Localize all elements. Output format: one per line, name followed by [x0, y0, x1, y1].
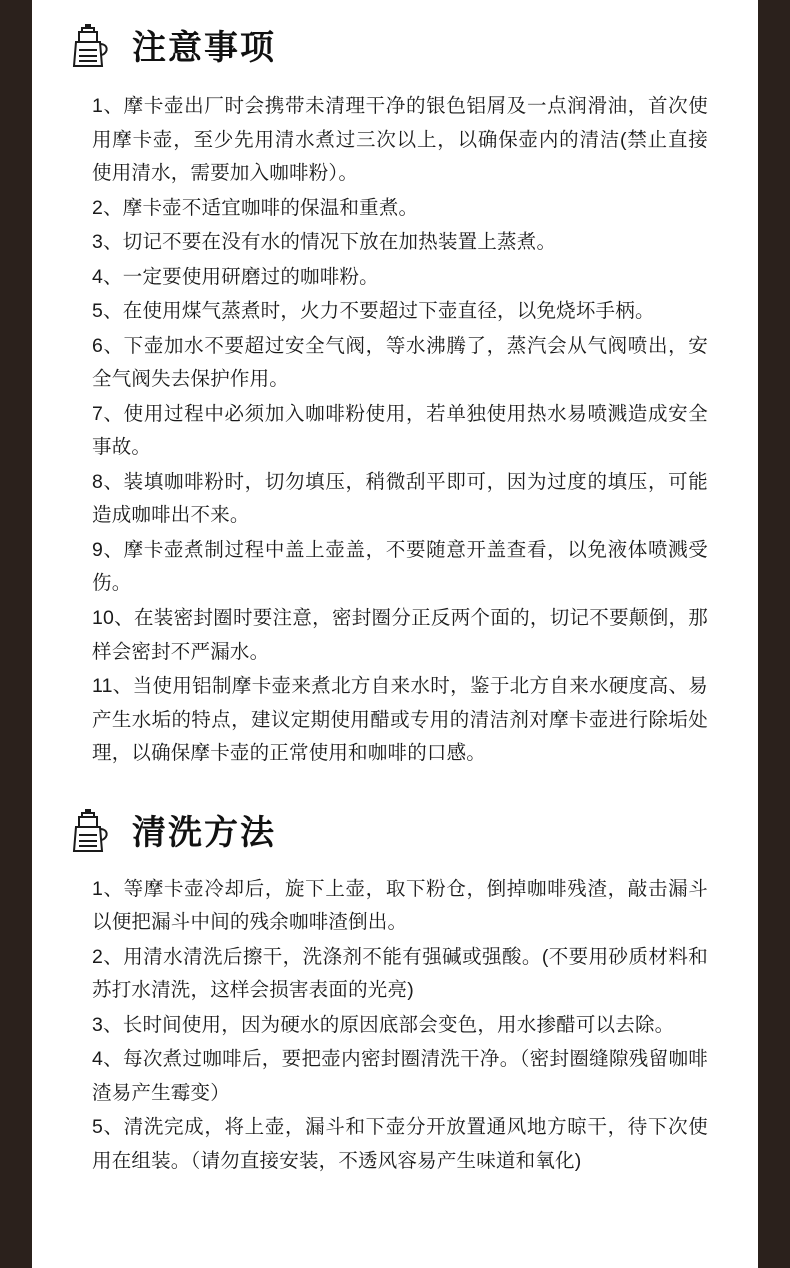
precautions-list: [62, 80, 736, 771]
list-item: 3、长时间使用，因为硬水的原因底部会变色，用水掺醋可以去除。: [92, 1013, 675, 1036]
list-item: 2、用清水清洗后擦干，洗涤剂不能有强碱或强酸。(不要用砂质材料和苏打水清洗，这样会损害表面的光亮): [92, 945, 708, 1002]
section-header: [62, 797, 736, 865]
list-item: 7、使用过程中必须加入咖啡粉使用，若单独使用热水易喷溅造成安全事故。: [92, 402, 708, 459]
document-paper: [32, 0, 758, 1268]
list-item: 10、在装密封圈时要注意，密封圈分正反两个面的，切记不要颠倒，那样会密封不严漏水。: [92, 606, 708, 663]
list-item: 4、一定要使用研磨过的咖啡粉。: [92, 265, 379, 288]
list-item: 11、当使用铝制摩卡壶来煮北方自来水时，鉴于北方自来水硬度高、易产生水垢的特点，建议定期使用醋或专用的清洁剂对摩卡壶进行除垢处理，以确保摩卡壶的正常使用和咖啡的口感。: [92, 675, 708, 765]
list-item: 5、在使用煤气蒸煮时，火力不要超过下壶直径，以免烧坏手柄。: [92, 300, 655, 323]
section-precautions: [32, 0, 758, 771]
list-item: 8、装填咖啡粉时，切勿填压，稍微刮平即可，因为过度的填压，可能造成咖啡出不来。: [92, 470, 708, 527]
list-item: 5、清洗完成，将上壶，漏斗和下壶分开放置通风地方晾干，待下次使用在组装。（请勿直接安装，不透风容易产生味道和氧化): [92, 1116, 708, 1172]
list-item: 9、摩卡壶煮制过程中盖上壶盖，不要随意开盖查看，以免液体喷溅受伤。: [92, 538, 708, 595]
section-cleaning: [32, 797, 758, 1179]
section-header: [62, 0, 736, 80]
section-title: 注意事项: [132, 29, 276, 68]
moka-pot-icon: [62, 807, 116, 861]
moka-pot-icon: [62, 22, 116, 76]
section-title: 清洗方法: [132, 813, 276, 852]
list-item: 1、等摩卡壶冷却后，旋下上壶，取下粉仓，倒掉咖啡残渣，敲击漏斗以便把漏斗中间的残余咖啡渣倒出。: [92, 877, 708, 934]
list-item: 1、摩卡壶出厂时会携带未清理干净的银色铝屑及一点润滑油，首次使用摩卡壶，至少先用清水煮过三次以上，以确保壶内的清洁(禁止直接使用清水，需要加入咖啡粉）。: [92, 95, 708, 185]
cleaning-list: [62, 865, 736, 1179]
list-item: 4、每次煮过咖啡后，要把壶内密封圈清洗干净。（密封圈缝隙残留咖啡渣易产生霉变）: [92, 1048, 708, 1104]
list-item: 6、下壶加水不要超过安全气阀，等水沸腾了，蒸汽会从气阀喷出，安全气阀失去保护作用。: [92, 334, 708, 391]
list-item: 3、切记不要在没有水的情况下放在加热装置上蒸煮。: [92, 231, 557, 254]
list-item: 2、摩卡壶不适宜咖啡的保温和重煮。: [92, 196, 419, 219]
